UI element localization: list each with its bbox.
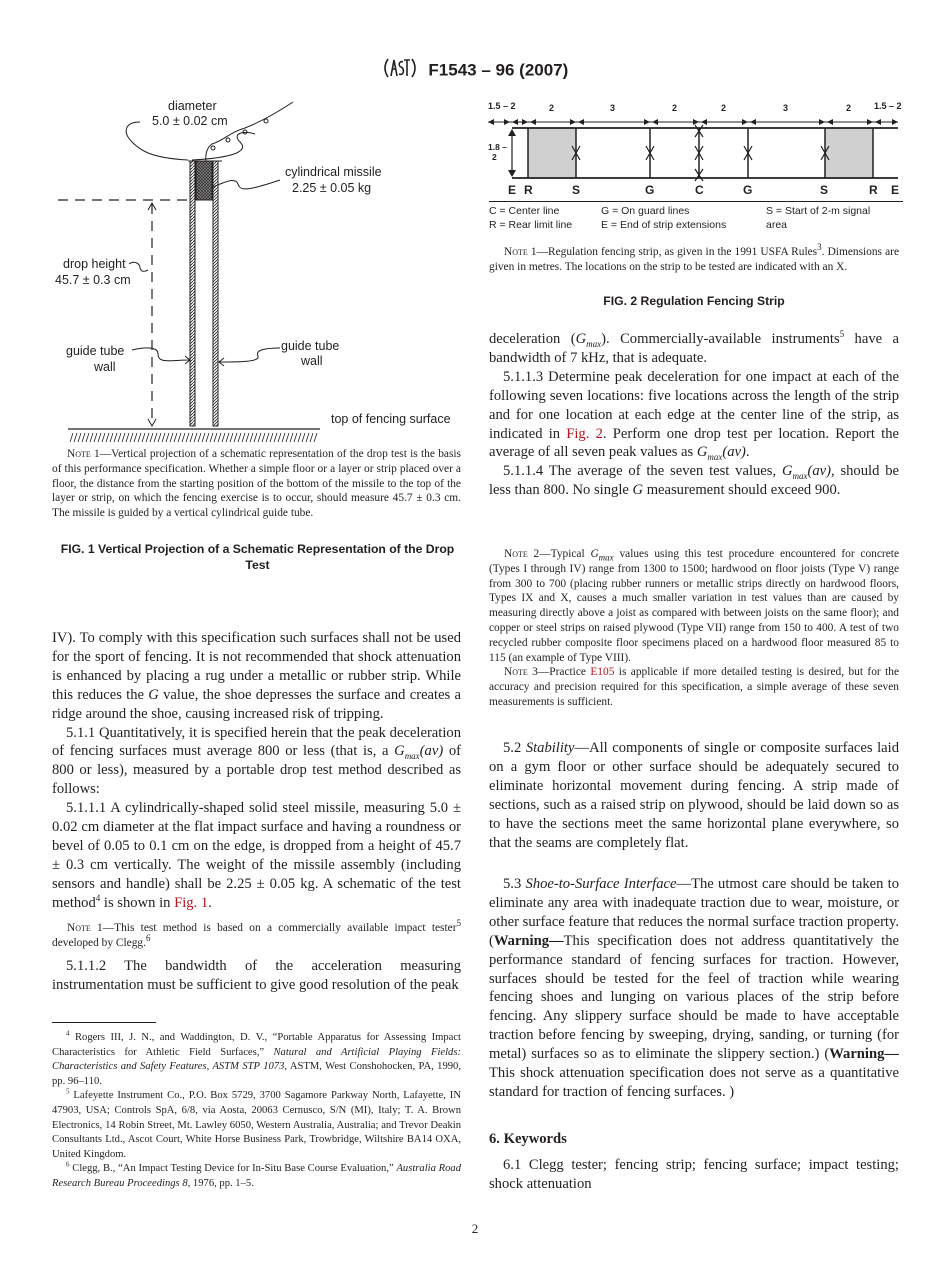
figure-2-note [489, 242, 899, 275]
legend-item: C = Center line [489, 205, 560, 217]
strip-letter: R [869, 183, 878, 197]
figure-2-caption: FIG. 2 Regulation Fencing Strip [603, 294, 785, 308]
legend-divider [489, 201, 903, 202]
note-label: Note 2 [504, 548, 540, 560]
keywords-text: 6.1 Clegg tester; fencing strip; fencing surface; impact testing; shock attenuation [489, 1157, 899, 1192]
figure-1-caption: FIG. 1 Vertical Projection of a Schematic Representation of the Drop Test [60, 542, 455, 572]
fig-1-link[interactable]: Fig. 1 [174, 894, 209, 911]
guide-tube-left-label-2: wall [94, 360, 116, 374]
legend-item: E = End of strip extensions [601, 219, 727, 231]
left-column-body [52, 629, 461, 913]
strip-letter: R [524, 183, 533, 197]
diameter-value: 5.0 ± 0.02 cm [152, 114, 228, 128]
fig-2-link[interactable]: Fig. 2 [566, 425, 603, 442]
strip-letter: G [645, 183, 655, 197]
footnotes [52, 1031, 461, 1192]
e105-link[interactable]: E105 [590, 666, 615, 679]
drop-height-label: drop height [63, 257, 126, 271]
strip-letter: S [820, 183, 829, 197]
footnote-4: $^4$ Rogers III, J. N., and Waddington, D. V., “Portable Apparatus for Assessing Impact Characteristics for Athletic Field Surfaces,” Natural and Artificial Playing Fields: Characteristics and Safety Features, ASTM STP 1073, ASTM, West Conshohocken, PA, 1990, pp. 96–110. [52, 1029, 461, 1087]
legend-item: R = Rear limit line [489, 219, 573, 231]
note-text: . Dimensions are given in metres. The locations on the strip to be tested are indicated with an X. [489, 246, 899, 273]
dim-label: 2 [672, 103, 678, 113]
footnote-5: $^5$ Lafeyette Instrument Co., P.O. Box 5729, 3700 Sagamore Parkway North, Lafayette, IN 47903, USA; Controls SpA, 6/8, via Aosta, 20063 Cernusco, S/N (MI), Italy; T. A. Brown Electronics, 14 Robin Street, Mt. Lawley 6050, Western Australia, Australia; and Trevor Deakin Consultants Ltd., Ascot Court, White Horse Business Park, Trowbridge, Wiltshire BA14 OXA, United Kingdom. [52, 1087, 461, 1160]
strip-letter: E [508, 183, 517, 197]
footnote-6: $^6$ Clegg, B., “An Impact Testing Device for In-Situ Base Course Evaluation,” Australia Road Research Bureau Proceedings 8, 1976, pp. 1–5. [52, 1160, 461, 1189]
guide-tube-right-label-2: wall [301, 354, 323, 368]
note-text: —Vertical projection of a schematic representation of the drop test is the basis of this performance specification. Whether a simple floor or a layer or strip placed over a floor, the distance from the starting position of the bottom of the missile to the top of the layer or strip, on which the fencing exercise is to occur, should measure 45.7 ± 0.3 cm. The missile is guided by a vertical cylindrical guide tube. [52, 448, 461, 520]
legend-item: S = Start of 2-m signal [766, 205, 871, 217]
strip-letter: E [891, 183, 900, 197]
astm-logo-icon [382, 55, 418, 86]
keywords-heading: 6. Keywords [489, 1131, 567, 1147]
missile-label: cylindrical missile [285, 165, 382, 179]
note-3: Note 3—Practice E105 is applicable if more detailed testing is desired, but for the accuracy and precision required for this specification, a simple average of these seven measurements is sufficient. [489, 666, 899, 708]
dim-label: 3 [783, 103, 789, 113]
figure-2-diagram [488, 98, 903, 200]
paragraph-5-1-1: 5.1.1 Quantitatively, it is specified herein that the peak deceleration of fencing surfaces must average 800 or less (that is, a $G_{max}(av)$ of 800 or less), measured by a portable drop test method described as follows: [52, 724, 461, 798]
note-label: Note 3 [504, 666, 538, 679]
page-number: 2 [471, 1221, 479, 1236]
footnote-divider [52, 1022, 156, 1023]
strip-letter: C [695, 183, 704, 197]
note-label: Note 1 [504, 246, 537, 258]
paragraph-5-1-1-3: 5.1.1.3 Determine peak deceleration for one impact at each of the following seven locations: five locations across the length of the strip and for one location at each edge at the center line of the strip, as indicated in Fig. 2. Perform one drop test per location. Report the average of all seven peak values as $G_{max}(av)$. [489, 368, 900, 463]
paragraph: deceleration $(G_{max})$. Commercially-available instruments$^5$ have a bandwidth of 7 kHz, that is adequate. [489, 329, 900, 366]
note-text: —Regulation fencing strip, as given in the 1991 USFA Rules [536, 246, 818, 258]
missile-value: 2.25 ± 0.05 kg [292, 181, 372, 195]
diameter-label: diameter [168, 99, 217, 113]
section-5-2: 5.2 Stability—All components of single or composite surfaces laid on a gym floor or other surface should be adequately secured to eliminate horizontal movement during fencing. A strip made of sections, such as a raised strip on plywood, should be laid down so as to have the sections meet the same horizontal plane everywhere, so that the seams are completely flat. [489, 740, 900, 851]
dim-label: 3 [610, 103, 616, 113]
document-designation: F1543 – 96 (2007) [428, 60, 569, 80]
document-header [0, 55, 950, 86]
legend-item: area [766, 219, 788, 231]
figure-1-note [52, 447, 461, 521]
strip-letter: G [743, 183, 753, 197]
drop-height-value: 45.7 ± 0.3 cm [55, 273, 131, 287]
note-label: Note 1 [67, 922, 103, 934]
dim-label: 1.5 – 2 [874, 101, 902, 111]
guide-tube-right-label: guide tube [281, 339, 340, 353]
strip-letter: S [572, 183, 581, 197]
paragraph-5-1-1-1: 5.1.1.1 A cylindrically-shaped solid steel missile, measuring 5.0 ± 0.02 cm diameter at the flat impact surface and having a roundness or bevel of 0.05 to 0.1 cm on the edge, is dropped from a height of 45.7 ± 0.3 cm vertically. The weight of the missile assembly (including sensors and handle) shall be 2.25 ± 0.05 kg. A schematic of the test method$^4$ is shown in Fig. 1. [52, 800, 461, 911]
guide-tube-left-label: guide tube [66, 344, 125, 358]
dim-label: 2 [846, 103, 852, 113]
note-2: Note 2—Typical $G_{max}$ values using this test procedure encountered for concrete (Types I through IV) range from 1300 to 1500; hardwood on floor joists (Type V) range from 300 to 700 (placing rubber runners or metallic strips directly on hardwood floors, Types IX and X, causes a much smaller variation in test values than are caused by measuring directly above a joist as compared with between joists on the same floor); and copper or steel strips on raised plywood (Type VII) range from 150 to 400. A test of two recycled rubber composite floor specimens placed on a hardwood floor measured 85 to 115 (an example of Type VIII). Note 3—Practice E105 is applicable if more detailed testing is desired, but for the accuracy and precision required for this specification, a simple average of these seven measurements is sufficient. [489, 548, 900, 708]
paragraph-5-1-1-4: 5.1.1.4 The average of the seven test values, $G_{max}(av)$, should be less than 800. No single G measurement should exceed 900. [489, 463, 899, 499]
left-note-1: Note 1—This test method is based on a commercially available impact tester$^5$ developed by Clegg.$^6$ [52, 918, 461, 949]
legend-item: G = On guard lines [601, 205, 690, 217]
paragraph-5-1-1-2: 5.1.1.2 The bandwidth of the acceleration measuring instrumentation must be sufficient to give good resolution of the peak [52, 958, 461, 993]
footnote-ref: 3 [817, 242, 822, 253]
width-label: 1.8 – [488, 142, 507, 152]
paragraph: IV). To comply with this specification such surfaces shall not be used for the sport of fencing. It is not recommended that shock attenuation is enhanced by placing a rug under a metallic or rubber strip. While this reduces the G value, the shoe depresses the surface and creates a ridge around the shoe, causing increased risk of tripping. [52, 630, 461, 722]
dim-label: 1.5 – 2 [488, 101, 516, 111]
dim-label: 2 [549, 103, 555, 113]
fencing-surface-label: top of fencing surface [331, 412, 451, 426]
figure-1-diagram [40, 92, 470, 447]
dim-label: 2 [721, 103, 727, 113]
section-5-3: 5.3 Shoe-to-Surface Interface—The utmost care should be taken to eliminate any area with inadequate traction due to wear, moisture, or other surface feature that reduces the normal surface traction property. (Warning—This specification does not address quantitatively the performance standard of fencing surfaces for traction. However, surfaces should be tested for the feel of traction while wearing fencing shoes and lunging on various places of the strip before fencing. Any slippery surface should be made to have acceptable traction before fencing by sweeping, drying, sanding, or turning (for metal) surfaces so as to eliminate the slippery section.) (Warning—This shock attenuation specification does not serve as a quantitative standard for traction of fencing surfaces. ) [489, 876, 900, 1100]
right-column-body [489, 330, 899, 500]
width-label-2: 2 [492, 152, 497, 162]
note-label: Note 1 [67, 448, 100, 460]
